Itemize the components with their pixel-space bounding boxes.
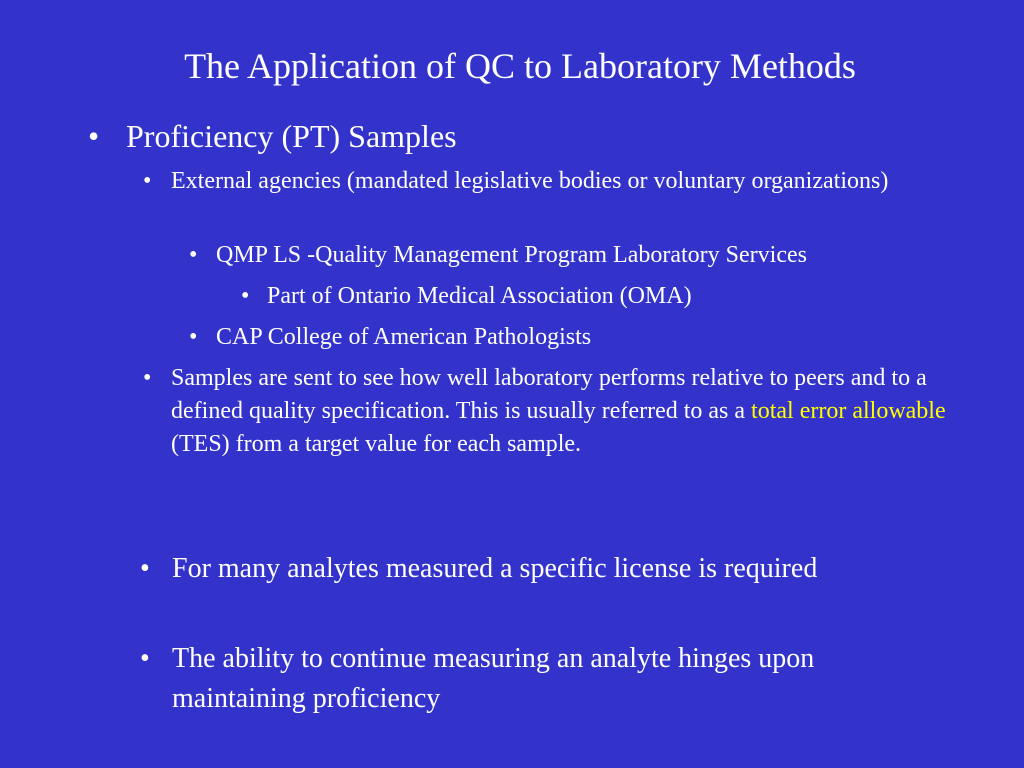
bullet-marker: • [189, 242, 198, 268]
bullet-external-agencies [143, 165, 946, 198]
bullet-ability [140, 639, 872, 719]
total-error-allowable-highlight: total error allowable [751, 398, 946, 424]
bullet-marker: • [143, 168, 152, 194]
bullet-pt-samples [88, 116, 457, 156]
bullet-marker: • [88, 118, 100, 154]
bullet-marker: • [241, 283, 250, 309]
bullet-marker: • [140, 553, 150, 584]
bullet-text: Proficiency (PT) Samples [126, 118, 457, 154]
bullet-text: The ability to continue measuring an analyte hinges upon maintaining proficiency [172, 643, 815, 714]
bullet-text: External agencies (mandated legislative bodies or voluntary organizations) [171, 168, 889, 194]
samples-text-start: Samples are sent to see how well laboratory performs relative to peers and to a defined quality specification. This is usually referred to as a [171, 365, 927, 424]
bullet-samples-sent [143, 362, 946, 461]
bullet-text: QMP LS -Quality Management Program Laboratory Services [216, 242, 807, 268]
slide-title: The Application of QC to Laboratory Methods [184, 46, 856, 86]
bullet-text: For many analytes measured a specific license is required [172, 553, 818, 584]
bullet-marker: • [189, 324, 198, 350]
bullet-qmp-ls [189, 239, 807, 272]
bullet-text [171, 362, 946, 461]
samples-text-end: (TES) from a target value for each sample. [171, 431, 582, 457]
bullet-text: Part of Ontario Medical Association (OMA) [267, 283, 692, 309]
bullet-oma [241, 280, 692, 313]
bullet-text: CAP College of American Pathologists [216, 324, 592, 350]
bullet-cap [189, 321, 591, 354]
bullet-license [140, 549, 872, 589]
bullet-marker: • [143, 365, 152, 391]
bullet-marker: • [140, 643, 150, 674]
